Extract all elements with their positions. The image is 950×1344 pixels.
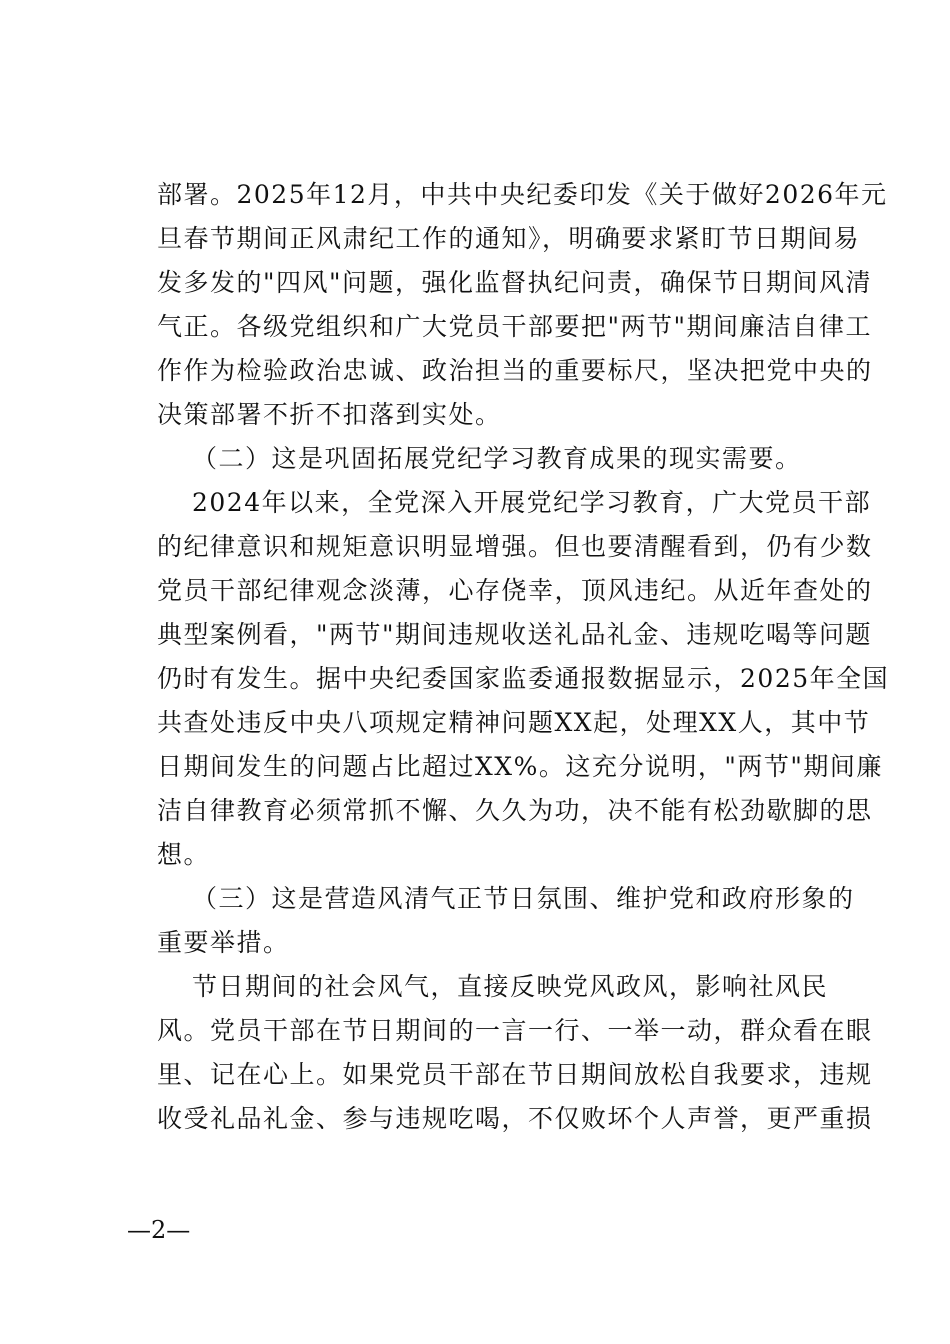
text-line: 旦春节期间正风肃纪工作的通知》，明确要求紧盯节日期间易 xyxy=(157,224,861,253)
text-line: 想。 xyxy=(157,840,211,869)
body-text xyxy=(157,173,890,1141)
text-line: 重要举措。 xyxy=(157,928,290,957)
text-line: 洁自律教育必须常抓不懈、久久为功，决不能有松劲歇脚的思 xyxy=(157,796,873,825)
text-line: 收受礼品礼金、参与违规吃喝，不仅败坏个人声誉，更严重损 xyxy=(157,1104,873,1133)
text-line: 2024年以来，全党深入开展党纪学习教育，广大党员干部 xyxy=(192,488,872,517)
text-line: 共查处违反中央八项规定精神问题XX起，处理XX人，其中节 xyxy=(157,708,871,737)
text-line: 里、记在心上。如果党员干部在节日期间放松自我要求，违规 xyxy=(157,1060,873,1089)
text-line: 作作为检验政治忠诚、政治担当的重要标尺，坚决把党中央的 xyxy=(157,356,873,385)
text-line: （二）这是巩固拓展党纪学习教育成果的现实需要。 xyxy=(192,444,802,473)
text-line: 日期间发生的问题占比超过XX%。这充分说明，"两节"期间廉 xyxy=(157,752,883,781)
text-line: 的纪律意识和规矩意识明显增强。但也要清醒看到，仍有少数 xyxy=(157,532,873,561)
text-line: 仍时有发生。据中央纪委国家监委通报数据显示，2025年全国 xyxy=(157,664,890,693)
text-line: 气正。各级党组织和广大党员干部要把"两节"期间廉洁自律工 xyxy=(157,312,873,341)
text-line: 决策部署不折不扣落到实处。 xyxy=(157,400,502,429)
text-line: 党员干部纪律观念淡薄，心存侥幸，顶风违纪。从近年查处的 xyxy=(157,576,873,605)
text-line: 发多发的"四风"问题，强化监督执纪问责，确保节日期间风清 xyxy=(157,268,873,297)
text-line: 典型案例看，"两节"期间违规收送礼品礼金、违规吃喝等问题 xyxy=(157,620,873,649)
text-line: 部署。2025年12月，中共中央纪委印发《关于做好2026年元 xyxy=(157,180,888,209)
page-number: —2— xyxy=(127,1216,191,1244)
text-line: 风。党员干部在节日期间的一言一行、一举一动，群众看在眼 xyxy=(157,1016,873,1045)
text-line: 节日期间的社会风气，直接反映党风政风，影响社风民 xyxy=(192,972,829,1001)
text-line: （三）这是营造风清气正节日氛围、维护党和政府形象的 xyxy=(192,884,855,913)
